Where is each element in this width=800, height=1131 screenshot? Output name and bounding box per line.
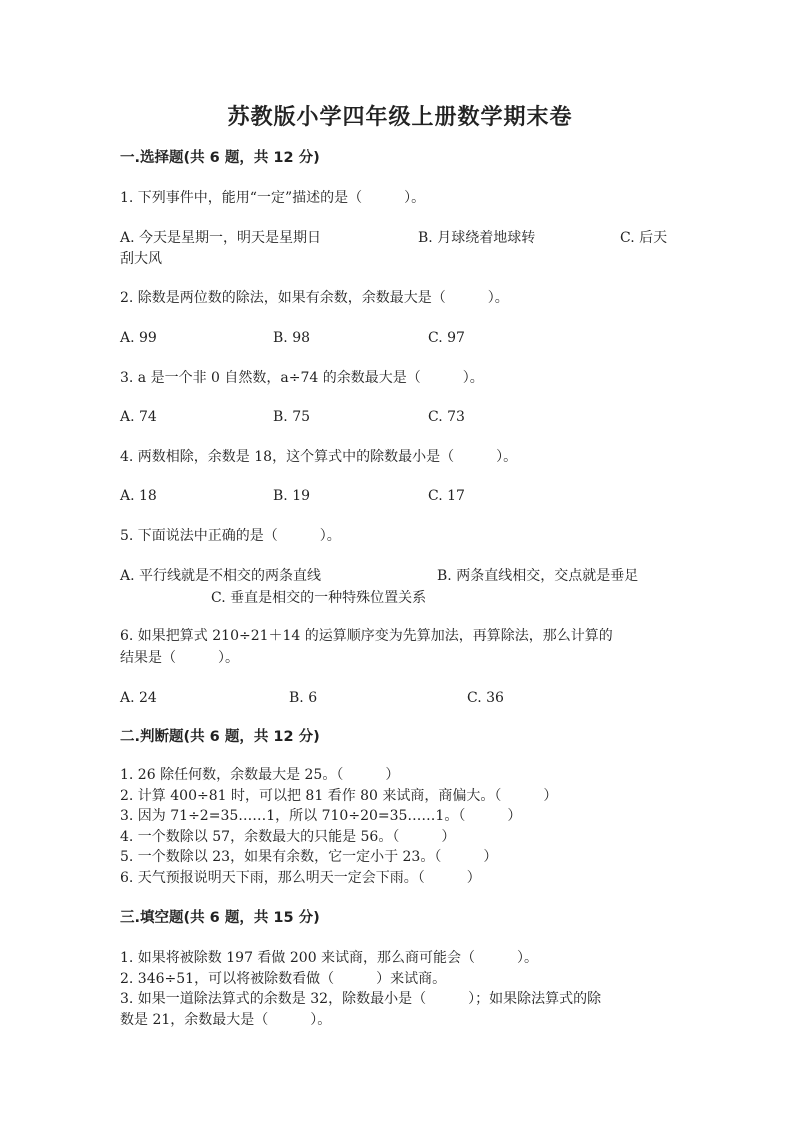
judgment-list bbox=[120, 765, 557, 888]
judgment-item: 4. 一个数除以 57，余数最大的只能是 56。（ ） bbox=[120, 828, 456, 845]
option-c: C. 97 bbox=[428, 330, 465, 346]
question-stem: 4. 两数相除，余数是 18，这个算式中的除数最小是（ ）。 bbox=[120, 449, 518, 465]
option-c: C. 36 bbox=[467, 690, 504, 706]
option-b: B. 98 bbox=[273, 330, 311, 346]
section-heading-judgment: 二.判断题(共 6 题，共 12 分) bbox=[120, 729, 320, 745]
option-b: B. 6 bbox=[289, 690, 318, 706]
question-stem: 6. 如果把算式 210÷21＋14 的运算顺序变为先算加法，再算除法，那么计算的 bbox=[120, 628, 613, 644]
option-a: A. 99 bbox=[120, 330, 157, 346]
option-c: C. 73 bbox=[428, 409, 465, 425]
option-a: A. 18 bbox=[120, 488, 157, 504]
section-heading-fill-blank: 三.填空题(共 6 题，共 15 分) bbox=[120, 910, 320, 926]
fill-blank-item: 1. 如果将被除数 197 看做 200 来试商，那么商可能会（ ）。 bbox=[120, 950, 539, 966]
judgment-item: 3. 因为 71÷2=35……1，所以 710÷20=35……1。（ ） bbox=[120, 808, 522, 824]
fill-blank-item-continued: 数是 21，余数最大是（ ）。 bbox=[120, 1011, 332, 1028]
option-a: A. 24 bbox=[120, 690, 157, 706]
fill-blank-item: 3. 如果一道除法算式的余数是 32，除数最小是（ ）；如果除法算式的除 bbox=[120, 991, 602, 1007]
question-stem: 1. 下列事件中，能用“一定”描述的是（ ）。 bbox=[120, 190, 426, 206]
judgment-item: 1. 26 除任何数，余数最大是 25。（ ） bbox=[120, 767, 400, 783]
fill-blank-item: 2. 346÷51，可以将被除数看做（ ）来试商。 bbox=[120, 970, 447, 987]
question-stem: 3. a 是一个非 0 自然数，a÷74 的余数最大是（ ）。 bbox=[120, 370, 484, 386]
option-a: A. 今天是星期一，明天是星期日 bbox=[120, 230, 322, 246]
option-a: A. 平行线就是不相交的两条直线 bbox=[120, 568, 322, 584]
option-c: C. 垂直是相交的一种特殊位置关系 bbox=[211, 590, 427, 606]
question-stem: 5. 下面说法中正确的是（ ）。 bbox=[120, 528, 341, 544]
option-c-continued: 刮大风 bbox=[120, 251, 162, 267]
question-stem: 2. 除数是两位数的除法，如果有余数，余数最大是（ ）。 bbox=[120, 290, 509, 306]
judgment-item: 6. 天气预报说明天下雨，那么明天一定会下雨。（ ） bbox=[120, 869, 481, 886]
option-b: B. 19 bbox=[273, 488, 311, 504]
page-title: 苏教版小学四年级上册数学期末卷 bbox=[227, 105, 573, 130]
judgment-item: 5. 一个数除以 23，如果有余数，它一定小于 23。（ ） bbox=[120, 849, 498, 865]
fill-blank-list bbox=[120, 948, 601, 1030]
judgment-item: 2. 计算 400÷81 时，可以把 81 看作 80 来试商，商偏大。（ ） bbox=[120, 787, 558, 804]
option-b: B. 75 bbox=[273, 409, 311, 425]
option-b: B. 两条直线相交，交点就是垂足 bbox=[437, 568, 639, 584]
question-stem-continued: 结果是（ ）。 bbox=[120, 650, 239, 666]
option-b: B. 月球绕着地球转 bbox=[418, 230, 536, 246]
section-heading-choice: 一.选择题(共 6 题，共 12 分) bbox=[120, 150, 320, 166]
option-c: C. 17 bbox=[428, 488, 465, 504]
option-c: C. 后天 bbox=[620, 230, 668, 246]
option-a: A. 74 bbox=[120, 409, 157, 425]
